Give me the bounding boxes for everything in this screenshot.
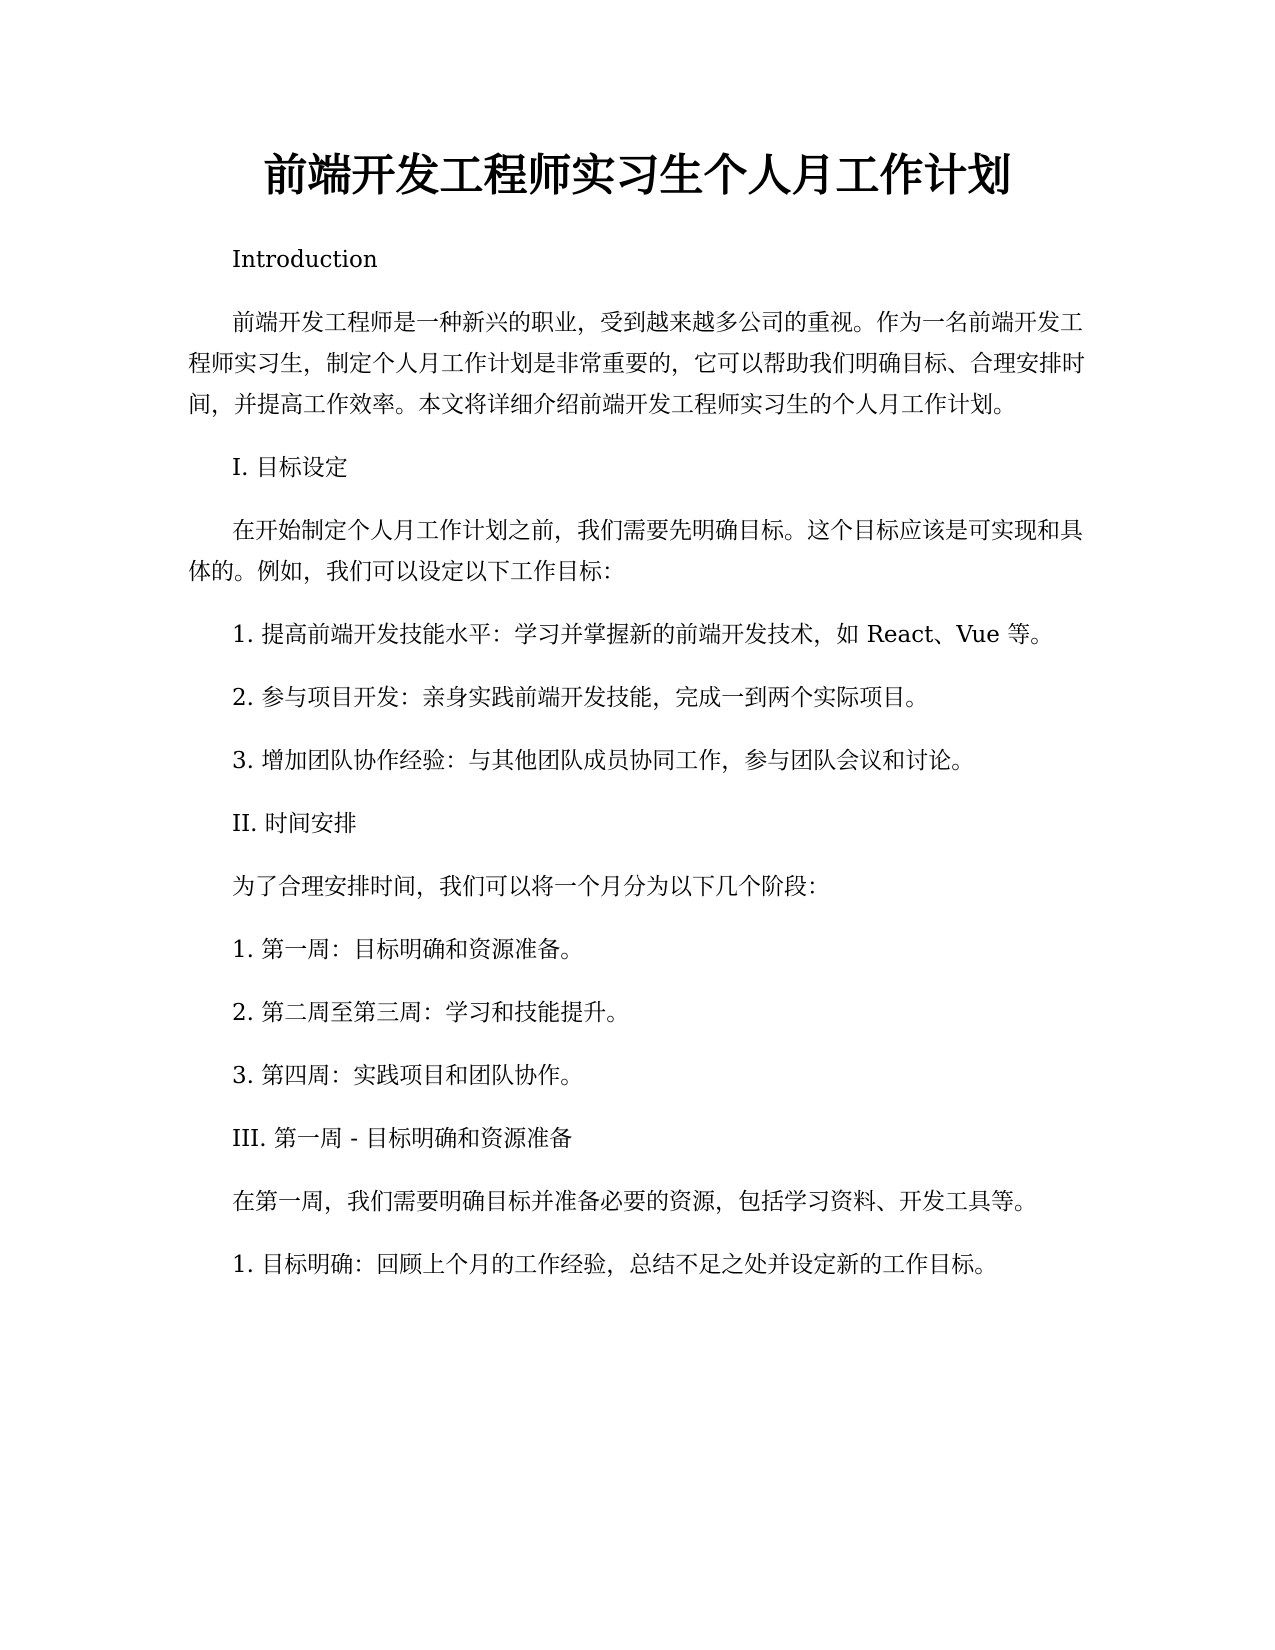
goal-item-1: 1. 提高前端开发技能水平：学习并掌握新的前端开发技术，如 React、Vue 等。	[232, 622, 1054, 648]
schedule-item-1: 1. 第一周：目标明确和资源准备。	[232, 937, 584, 963]
goal-item-2: 2. 参与项目开发：亲身实践前端开发技能，完成一到两个实际项目。	[232, 685, 929, 711]
schedule-item-2: 2. 第二周至第三周：学习和技能提升。	[232, 1000, 630, 1026]
section-heading-week-one: III. 第一周 - 目标明确和资源准备	[232, 1126, 573, 1152]
section-heading-introduction: Introduction	[232, 247, 378, 273]
schedule-paragraph: 为了合理安排时间，我们可以将一个月分为以下几个阶段：	[232, 874, 830, 900]
week-one-paragraph: 在第一周，我们需要明确目标并准备必要的资源，包括学习资料、开发工具等。	[232, 1189, 1037, 1215]
goal-item-3: 3. 增加团队协作经验：与其他团队成员协同工作，参与团队会议和讨论。	[232, 748, 975, 774]
document-body	[188, 240, 1088, 1308]
section-heading-schedule: II. 时间安排	[232, 811, 357, 837]
intro-paragraph: 前端开发工程师是一种新兴的职业，受到越来越多公司的重视。作为一名前端开发工程师实习生，制定个人月工作计划是非常重要的，它可以帮助我们明确目标、合理安排时间，并提高工作效率。本文将详细介绍前端开发工程师实习生的个人月工作计划。	[188, 310, 1085, 418]
schedule-item-3: 3. 第四周：实践项目和团队协作。	[232, 1063, 584, 1089]
goals-paragraph: 在开始制定个人月工作计划之前，我们需要先明确目标。这个目标应该是可实现和具体的。例如，我们可以设定以下工作目标：	[188, 518, 1083, 585]
week-one-item-1: 1. 目标明确：回顾上个月的工作经验，总结不足之处并设定新的工作目标。	[232, 1252, 998, 1278]
section-heading-goals: I. 目标设定	[232, 455, 348, 481]
document-title: 前端开发工程师实习生个人月工作计划	[263, 150, 1012, 201]
